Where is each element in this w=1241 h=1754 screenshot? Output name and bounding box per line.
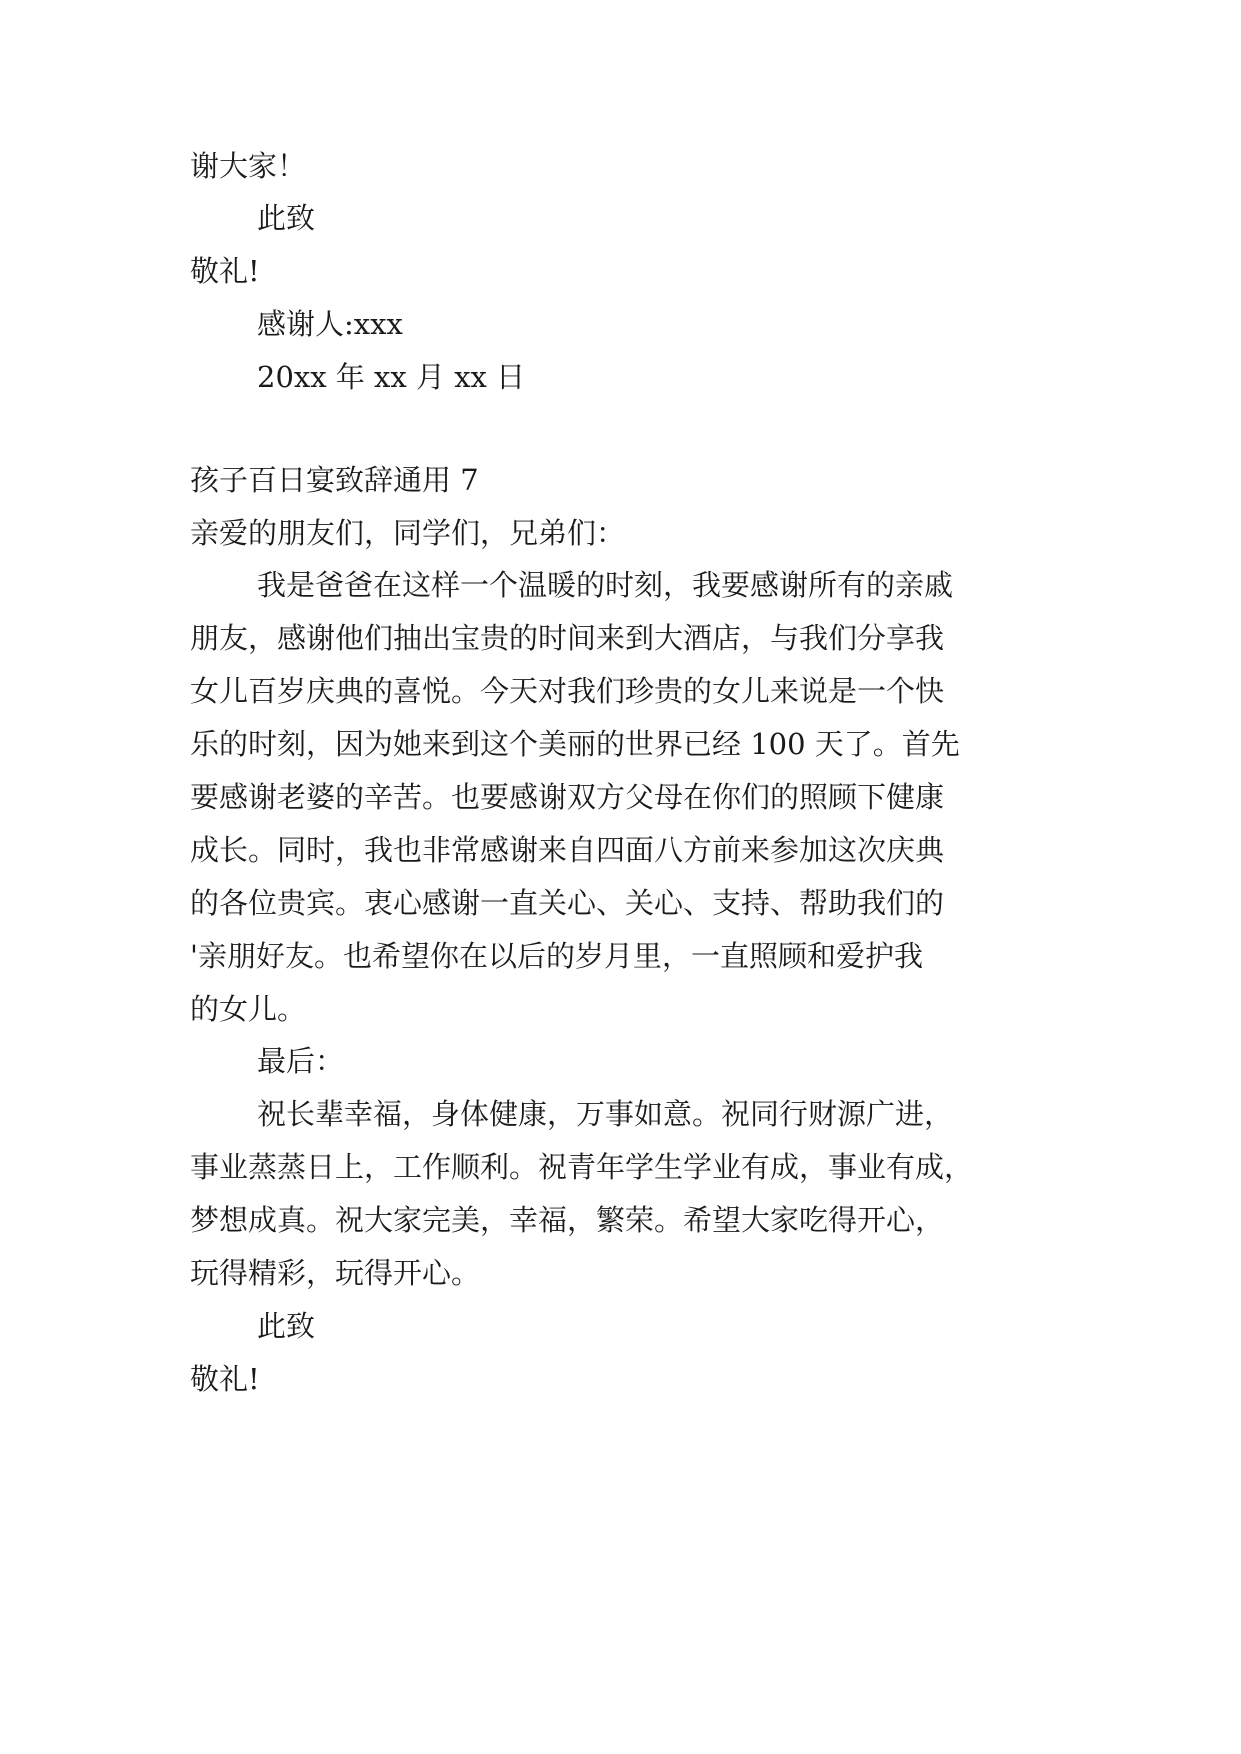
paragraph-2-line: 祝长辈幸福，身体健康，万事如意。祝同行财源广进，: [257, 1097, 954, 1131]
paragraph-1-line: 乐的时刻，因为她来到这个美丽的世界已经 100 天了。首先: [190, 727, 960, 761]
prev-salutation-jingli: 敬礼!: [190, 254, 260, 288]
speech-salutation-cizhi: 此致: [257, 1309, 316, 1343]
paragraph-1-line: 成长。同时，我也非常感谢来自四面八方前来参加这次庆典: [190, 833, 945, 867]
paragraph-2-line: 玩得精彩，玩得开心。: [190, 1256, 481, 1290]
paragraph-2-line: 事业蒸蒸日上，工作顺利。祝青年学生学业有成，事业有成，: [190, 1150, 974, 1184]
paragraph-1-line: 女儿百岁庆典的喜悦。今天对我们珍贵的女儿来说是一个快: [190, 674, 945, 708]
finally-label: 最后：: [257, 1044, 345, 1078]
prev-date: 20xx 年 xx 月 xx 日: [257, 360, 526, 394]
paragraph-1-line: 的各位贵宾。衷心感谢一直关心、关心、支持、帮助我们的: [190, 886, 945, 920]
paragraph-1-line: 我是爸爸在这样一个温暖的时刻，我要感谢所有的亲戚: [257, 568, 954, 602]
paragraph-2-line: 梦想成真。祝大家完美，幸福，繁荣。希望大家吃得开心，: [190, 1203, 945, 1237]
paragraph-1-line: 朋友，感谢他们抽出宝贵的时间来到大酒店，与我们分享我: [190, 621, 945, 655]
prev-salutation-cizhi: 此致: [257, 201, 316, 235]
paragraph-1-line: '亲朋好友。也希望你在以后的岁月里，一直照顾和爱护我: [190, 939, 923, 973]
speech-salutation-jingli: 敬礼!: [190, 1362, 260, 1396]
prev-signer: 感谢人:xxx: [257, 307, 403, 341]
paragraph-1-line: 要感谢老婆的辛苦。也要感谢双方父母在你们的照顾下健康: [190, 780, 945, 814]
prev-closing-thanks: 谢大家！: [190, 149, 307, 183]
paragraph-1-line: 的女儿。: [190, 992, 307, 1026]
speech-greeting: 亲爱的朋友们，同学们，兄弟们：: [190, 516, 626, 550]
speech-title: 孩子百日宴致辞通用 7: [190, 463, 479, 497]
